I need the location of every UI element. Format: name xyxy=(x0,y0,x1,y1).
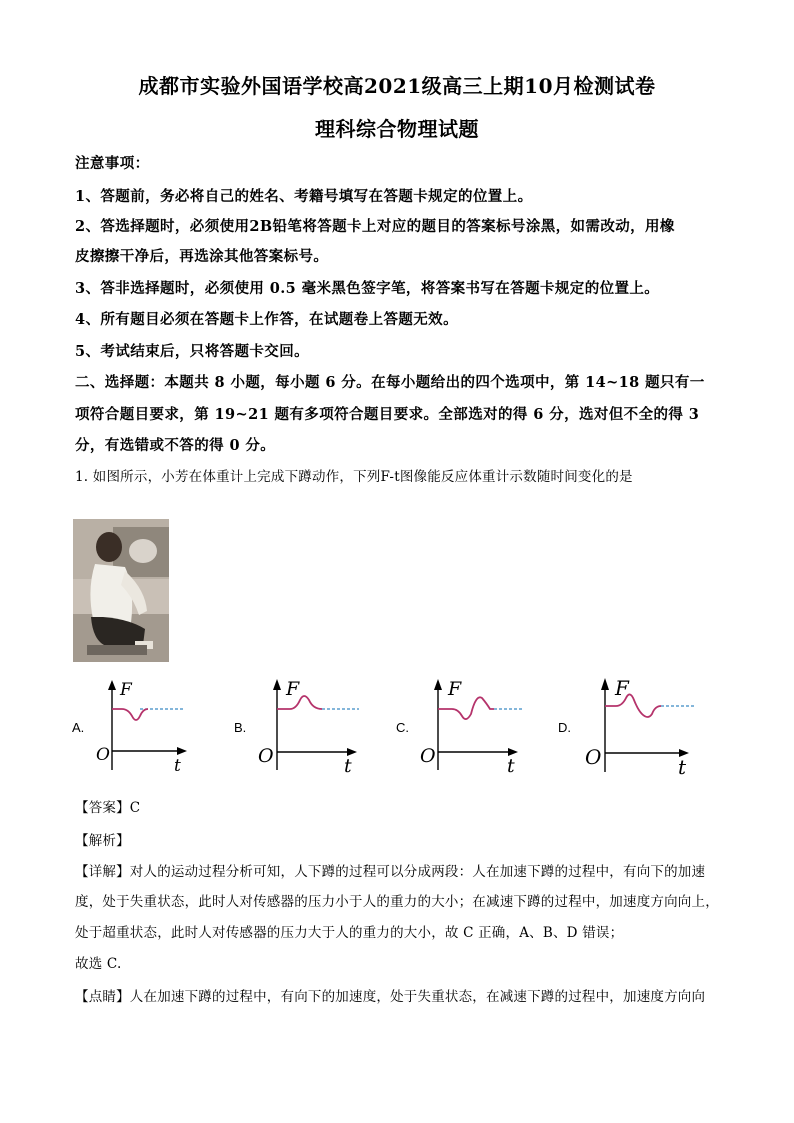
option-b-graph xyxy=(232,676,372,776)
detail-line: 【详解】对人的运动过程分析可知，人下蹲的过程可以分成两段：人在加速下蹲的过程中，有向下的加速 xyxy=(75,864,706,880)
section-instruction: 二、选择题：本题共 8 小题，每小题 6 分。在每小题给出的四个选项中，第 14~18 题只有一 xyxy=(75,374,705,391)
detail-line: 故选 C. xyxy=(75,956,122,972)
option-c-graph xyxy=(394,676,534,776)
note-item: 皮擦擦干净后，再选涂其他答案标号。 xyxy=(75,248,329,265)
note-item: 3、答非选择题时，必须使用 0.5 毫米黑色签字笔，将答案书写在答题卡规定的位置上。 xyxy=(75,280,660,297)
section-instruction: 分，有选错或不答的得 0 分。 xyxy=(75,437,276,454)
page-subtitle: 理科综合物理试题 xyxy=(315,117,479,141)
note-item: 5、考试结束后，只将答题卡交回。 xyxy=(75,343,309,360)
axis-f-label: F xyxy=(286,678,300,700)
option-d-label: D. xyxy=(558,720,571,735)
option-a-label: A. xyxy=(72,720,85,735)
note-item: 1、答题前，务必将自己的姓名、考籍号填写在答题卡规定的位置上。 xyxy=(75,188,533,205)
question-stem: 1. 如图所示，小芳在体重计上完成下蹲动作，下列F-t图像能反应体重计示数随时间变化的是 xyxy=(75,469,633,485)
squatting-girl-photo xyxy=(73,519,169,662)
axis-f-label: F xyxy=(615,676,629,700)
origin-label: O xyxy=(420,745,436,767)
page-title: 成都市实验外国语学校高2021级高三上期10月检测试卷 xyxy=(138,74,656,98)
option-c-label: C. xyxy=(396,720,409,735)
option-c[interactable] xyxy=(394,676,534,776)
option-d[interactable] xyxy=(556,674,706,778)
analysis-label: 【解析】 xyxy=(75,833,130,849)
option-b[interactable] xyxy=(232,676,372,776)
option-d-graph xyxy=(556,674,706,778)
detail-line: 处于超重状态，此时人对传感器的压力大于人的重力的大小，故 C 正确，A、B、D 错误； xyxy=(75,925,624,941)
origin-label: O xyxy=(585,745,602,769)
comment-line: 【点睛】人在加速下蹲的过程中，有向下的加速度，处于失重状态，在减速下蹲的过程中，加速度方向向 xyxy=(75,989,706,1005)
note-item: 2、答选择题时，必须使用2B铅笔将答题卡上对应的题目的答案标号涂黑，如需改动，用橡 xyxy=(75,218,675,235)
axis-f-label: F xyxy=(120,680,132,700)
origin-label: O xyxy=(96,745,110,765)
notes-heading: 注意事项： xyxy=(75,155,150,172)
origin-label: O xyxy=(258,745,274,767)
axis-t-label: t xyxy=(344,755,352,776)
section-instruction: 项符合题目要求，第 19~21 题有多项符合题目要求。全部选对的得 6 分，选对但不全的得 3 xyxy=(75,406,700,423)
option-a[interactable] xyxy=(70,678,200,776)
answer-label: 【答案】C xyxy=(75,800,141,816)
axis-t-label: t xyxy=(174,756,181,776)
detail-line: 度，处于失重状态，此时人对传感器的压力小于人的重力的大小；在减速下蹲的过程中，加速度方向向上， xyxy=(75,894,719,910)
axis-t-label: t xyxy=(678,755,687,778)
axis-f-label: F xyxy=(448,678,462,700)
note-item: 4、所有题目必须在答题卡上作答，在试题卷上答题无效。 xyxy=(75,311,458,328)
option-a-graph xyxy=(70,678,200,776)
option-b-label: B. xyxy=(234,720,247,735)
axis-t-label: t xyxy=(507,755,515,776)
